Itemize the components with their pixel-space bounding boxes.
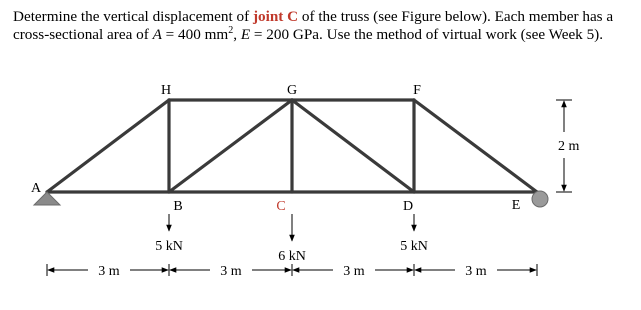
- modulus-variable: E: [240, 25, 251, 43]
- member-AH: [47, 100, 169, 192]
- area-value: = 400 mm: [161, 25, 229, 43]
- joint-c-highlight: joint C: [252, 8, 299, 25]
- joint-label-e: E: [511, 198, 521, 213]
- area-variable: A: [152, 25, 162, 43]
- problem-text-1: Determine the vertical displacement of: [13, 8, 253, 25]
- member-GD: [292, 100, 414, 192]
- problem-text-2: of the truss (see Figure below). Each member has a cross-sectional area of: [13, 8, 614, 43]
- span-label-2: 3 m: [220, 264, 242, 279]
- problem-text-3: = 200 GPa. Use the method of virtual work (see Week 5).: [250, 25, 604, 43]
- span-dimension-line: [47, 264, 537, 276]
- area-exponent: 2: [228, 24, 234, 36]
- joint-label-f: F: [413, 83, 421, 98]
- load-label-b: 5 kN: [155, 239, 183, 254]
- member-BG: [169, 100, 292, 192]
- truss-members: [47, 100, 537, 192]
- load-label-d: 5 kN: [400, 239, 428, 254]
- span-label-3: 3 m: [343, 264, 365, 279]
- joint-label-h: H: [160, 83, 172, 98]
- joint-label-g: G: [286, 83, 298, 98]
- member-FE: [414, 100, 537, 192]
- problem-separator: ,: [233, 25, 241, 43]
- joint-label-c: C: [276, 199, 286, 214]
- joint-label-d: D: [402, 199, 414, 214]
- joint-label-a: A: [30, 181, 42, 196]
- span-label-4: 3 m: [465, 264, 487, 279]
- span-label-1: 3 m: [98, 264, 120, 279]
- height-label: 2 m: [558, 139, 580, 154]
- roller-support-icon: [532, 191, 548, 207]
- load-label-c: 6 kN: [278, 249, 306, 264]
- joint-label-b: B: [173, 199, 183, 214]
